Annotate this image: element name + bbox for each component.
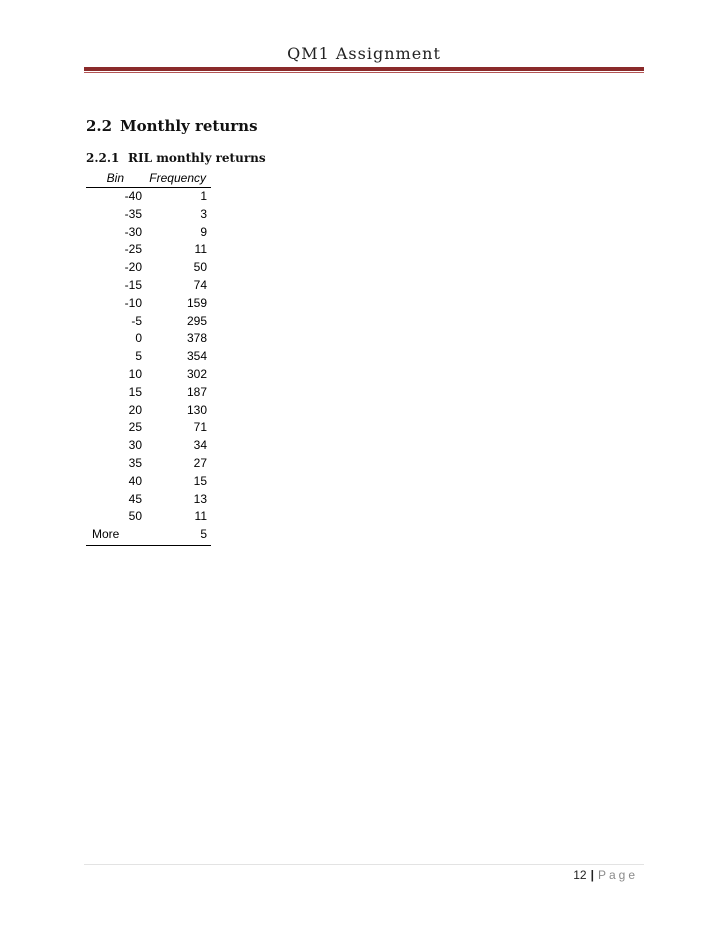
header-rule-thin — [84, 72, 644, 73]
table-row — [86, 188, 211, 206]
page-number: 12 — [573, 868, 587, 882]
cell-bin: 30 — [128, 438, 142, 453]
cell-bin: 15 — [128, 384, 142, 399]
cell-frequency: 50 — [193, 260, 207, 275]
cell-frequency: 3 — [200, 206, 207, 221]
cell-bin: -30 — [124, 224, 142, 239]
cell-frequency: 11 — [194, 509, 207, 524]
table-row — [86, 402, 211, 420]
cell-bin: More — [92, 527, 120, 542]
cell-bin: 20 — [128, 402, 142, 417]
table-row — [86, 241, 211, 259]
table-row — [86, 206, 211, 224]
table-row — [86, 491, 211, 509]
table-row — [86, 366, 211, 384]
table-body — [86, 188, 211, 544]
table-row — [86, 313, 211, 331]
subsection-number: 2.2.1 — [86, 151, 120, 165]
table-row — [86, 330, 211, 348]
cell-frequency: 1 — [200, 189, 207, 203]
cell-bin: -25 — [124, 242, 142, 257]
cell-frequency: 130 — [186, 402, 207, 417]
cell-bin: 10 — [128, 366, 142, 381]
table-header-row — [86, 169, 211, 188]
table-row — [86, 473, 211, 491]
cell-frequency: 159 — [186, 295, 207, 310]
section-number: 2.2 — [86, 117, 113, 135]
frequency-table — [86, 169, 211, 546]
page-footer — [573, 868, 638, 882]
table-row — [86, 419, 211, 437]
cell-bin: 40 — [128, 473, 142, 488]
footer-separator: | — [590, 868, 594, 882]
section-heading — [86, 117, 258, 135]
cell-frequency: 11 — [194, 242, 207, 257]
table-row — [86, 295, 211, 313]
cell-frequency: 27 — [193, 455, 207, 470]
cell-frequency: 71 — [193, 420, 207, 435]
column-header-frequency: Frequency — [149, 171, 206, 185]
table-row — [86, 277, 211, 295]
cell-bin: -35 — [124, 206, 142, 221]
table-row — [86, 348, 211, 366]
cell-frequency: 5 — [200, 527, 207, 542]
cell-bin: -5 — [131, 313, 142, 328]
cell-bin: 25 — [128, 420, 142, 435]
column-header-bin: Bin — [106, 171, 124, 185]
cell-frequency: 187 — [186, 384, 207, 399]
cell-frequency: 9 — [200, 224, 207, 239]
cell-frequency: 378 — [186, 331, 207, 346]
cell-bin: -40 — [124, 189, 142, 203]
cell-frequency: 295 — [186, 313, 207, 328]
subsection-title: RIL monthly returns — [128, 151, 266, 165]
cell-bin: 35 — [128, 455, 142, 470]
table-bottom-rule — [86, 545, 211, 546]
table-row — [86, 526, 211, 544]
table-row — [86, 455, 211, 473]
cell-bin: 5 — [135, 349, 142, 364]
section-title: Monthly returns — [120, 117, 258, 135]
table-row — [86, 437, 211, 455]
cell-bin: 50 — [128, 509, 142, 524]
cell-frequency: 302 — [186, 366, 207, 381]
header-rule — [84, 67, 644, 71]
cell-bin: -10 — [124, 295, 142, 310]
cell-frequency: 15 — [193, 473, 207, 488]
table-row — [86, 224, 211, 242]
table-row — [86, 508, 211, 526]
cell-frequency: 13 — [193, 491, 207, 506]
footer-rule — [84, 864, 644, 865]
cell-bin: 0 — [135, 331, 142, 346]
cell-frequency: 34 — [193, 438, 207, 453]
cell-bin: -20 — [124, 260, 142, 275]
table-row — [86, 259, 211, 277]
cell-frequency: 74 — [193, 277, 207, 292]
page-label: Page — [597, 868, 638, 882]
cell-frequency: 354 — [186, 349, 207, 364]
cell-bin: 45 — [128, 491, 142, 506]
cell-bin: -15 — [124, 277, 142, 292]
table-row — [86, 384, 211, 402]
page-header-title: QM1 Assignment — [287, 44, 441, 63]
subsection-heading — [86, 151, 266, 165]
